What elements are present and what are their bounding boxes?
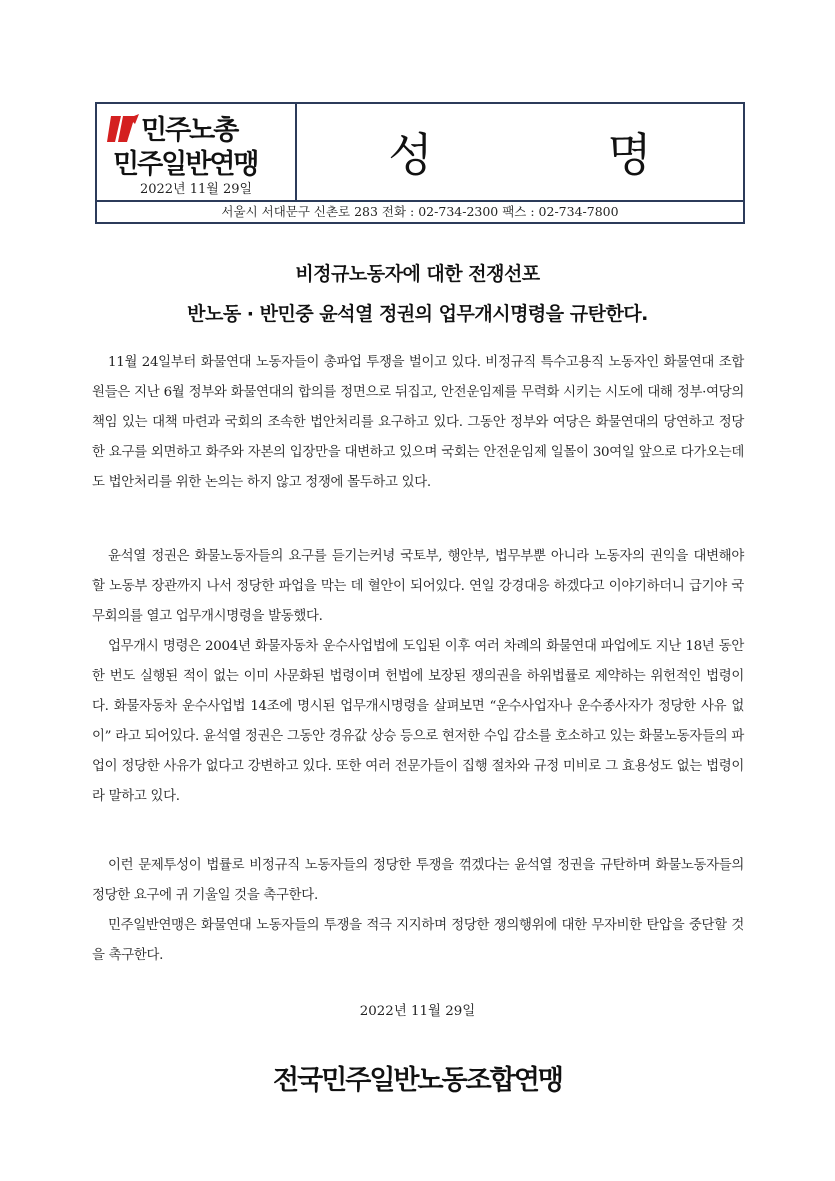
logo-text-kctu: 민주노총 xyxy=(141,115,238,146)
paragraph: 윤석열 정권은 화물노동자들의 요구를 듣기는커녕 국토부, 행안부, 법무부뿐 아니라 노동자의 권익을 대변해야 할 노동부 장관까지 나서 정당한 파업을 막는 데 혈안이 되어있다. 연일 강경대응 하겠다고 이야기하더니 급기야 국무회의를 열고 업무개시명령을 발동했다. xyxy=(92,549,744,624)
signature: 전국민주일반노동조합연맹 xyxy=(273,1065,562,1096)
statement-title: 성 명 xyxy=(388,128,732,182)
header-top-row xyxy=(97,104,743,200)
paragraph: 이런 문제투성이 법률로 비정규직 노동자들의 정당한 투쟁을 꺾겠다는 윤석열 정권을 규탄하며 화물노동자들의 정당한 요구에 귀 기울일 것을 촉구한다. xyxy=(92,858,744,903)
logo-box xyxy=(97,104,297,200)
kctu-logo-icon xyxy=(105,112,141,146)
contact-info: 서울시 서대문구 신촌로 283 전화 : 02-734-2300 팩스 : 02-734-7800 xyxy=(97,200,743,222)
headline-line-2: 반노동 · 반민중 윤석열 정권의 업무개시명령을 규탄한다. xyxy=(187,303,648,325)
paragraph: 11월 24일부터 화물연대 노동자들이 총파업 투쟁을 벌이고 있다. 비정규직 특수고용직 노동자인 화물연대 조합원들은 지난 6월 정부와 화물연대의 합의를 정면으로 뒤집고, 안전운임제를 무력화 시키는 시도에 대해 정부·여당의 책임 있는 대책 마련과 국회의 조속한 법안처리를 요구하고 있다. 그동안 정부와 여당은 화물연대의 당연하고 정당한 요구를 외면하고 화주와 자본의 입장만을 대변하고 있으며 국회는 안전운임제 일몰이 30여일 앞으로 다가오는데도 법안처리를 위한 논의는 하지 않고 정쟁에 몰두하고 있다. xyxy=(92,355,744,490)
headline-line-1: 비정규노동자에 대한 전쟁선포 xyxy=(295,263,540,285)
paragraph: 민주일반연맹은 화물연대 노동자들의 투쟁을 적극 지지하며 정당한 쟁의행위에 대한 무자비한 탄압을 중단할 것을 촉구한다. xyxy=(92,918,744,963)
logo-text-federation: 민주일반연맹 xyxy=(113,149,258,180)
statement-header xyxy=(95,102,745,224)
paragraph: 업무개시 명령은 2004년 화물자동차 운수사업법에 도입된 이후 여러 차례의 화물연대 파업에도 지난 18년 동안 한 번도 실행된 적이 없는 이미 사문화된 법령이며 헌법에 보장된 쟁의권을 하위법률로 제약하는 위헌적인 법령이다. 화물자동차 운수사업법 14조에 명시된 업무개시명령을 살펴보면 “운수사업자나 운수종사자가 정당한 사유 없이” 라고 되어있다. 윤석열 정권은 그동안 경유값 상승 등으로 현저한 수입 감소를 호소하고 있는 화물노동자들의 파업이 정당한 사유가 없다고 강변하고 있다. 또한 여러 전문가들이 집행 절차와 규정 미비로 그 효용성도 없는 법령이라 말하고 있다. xyxy=(92,639,744,804)
closing-date: 2022년 11월 29일 xyxy=(359,1004,476,1019)
body-block-2 xyxy=(92,542,744,812)
body-block-1 xyxy=(92,348,744,498)
header-date: 2022년 11월 29일 xyxy=(139,182,253,197)
body-block-3 xyxy=(92,851,744,971)
